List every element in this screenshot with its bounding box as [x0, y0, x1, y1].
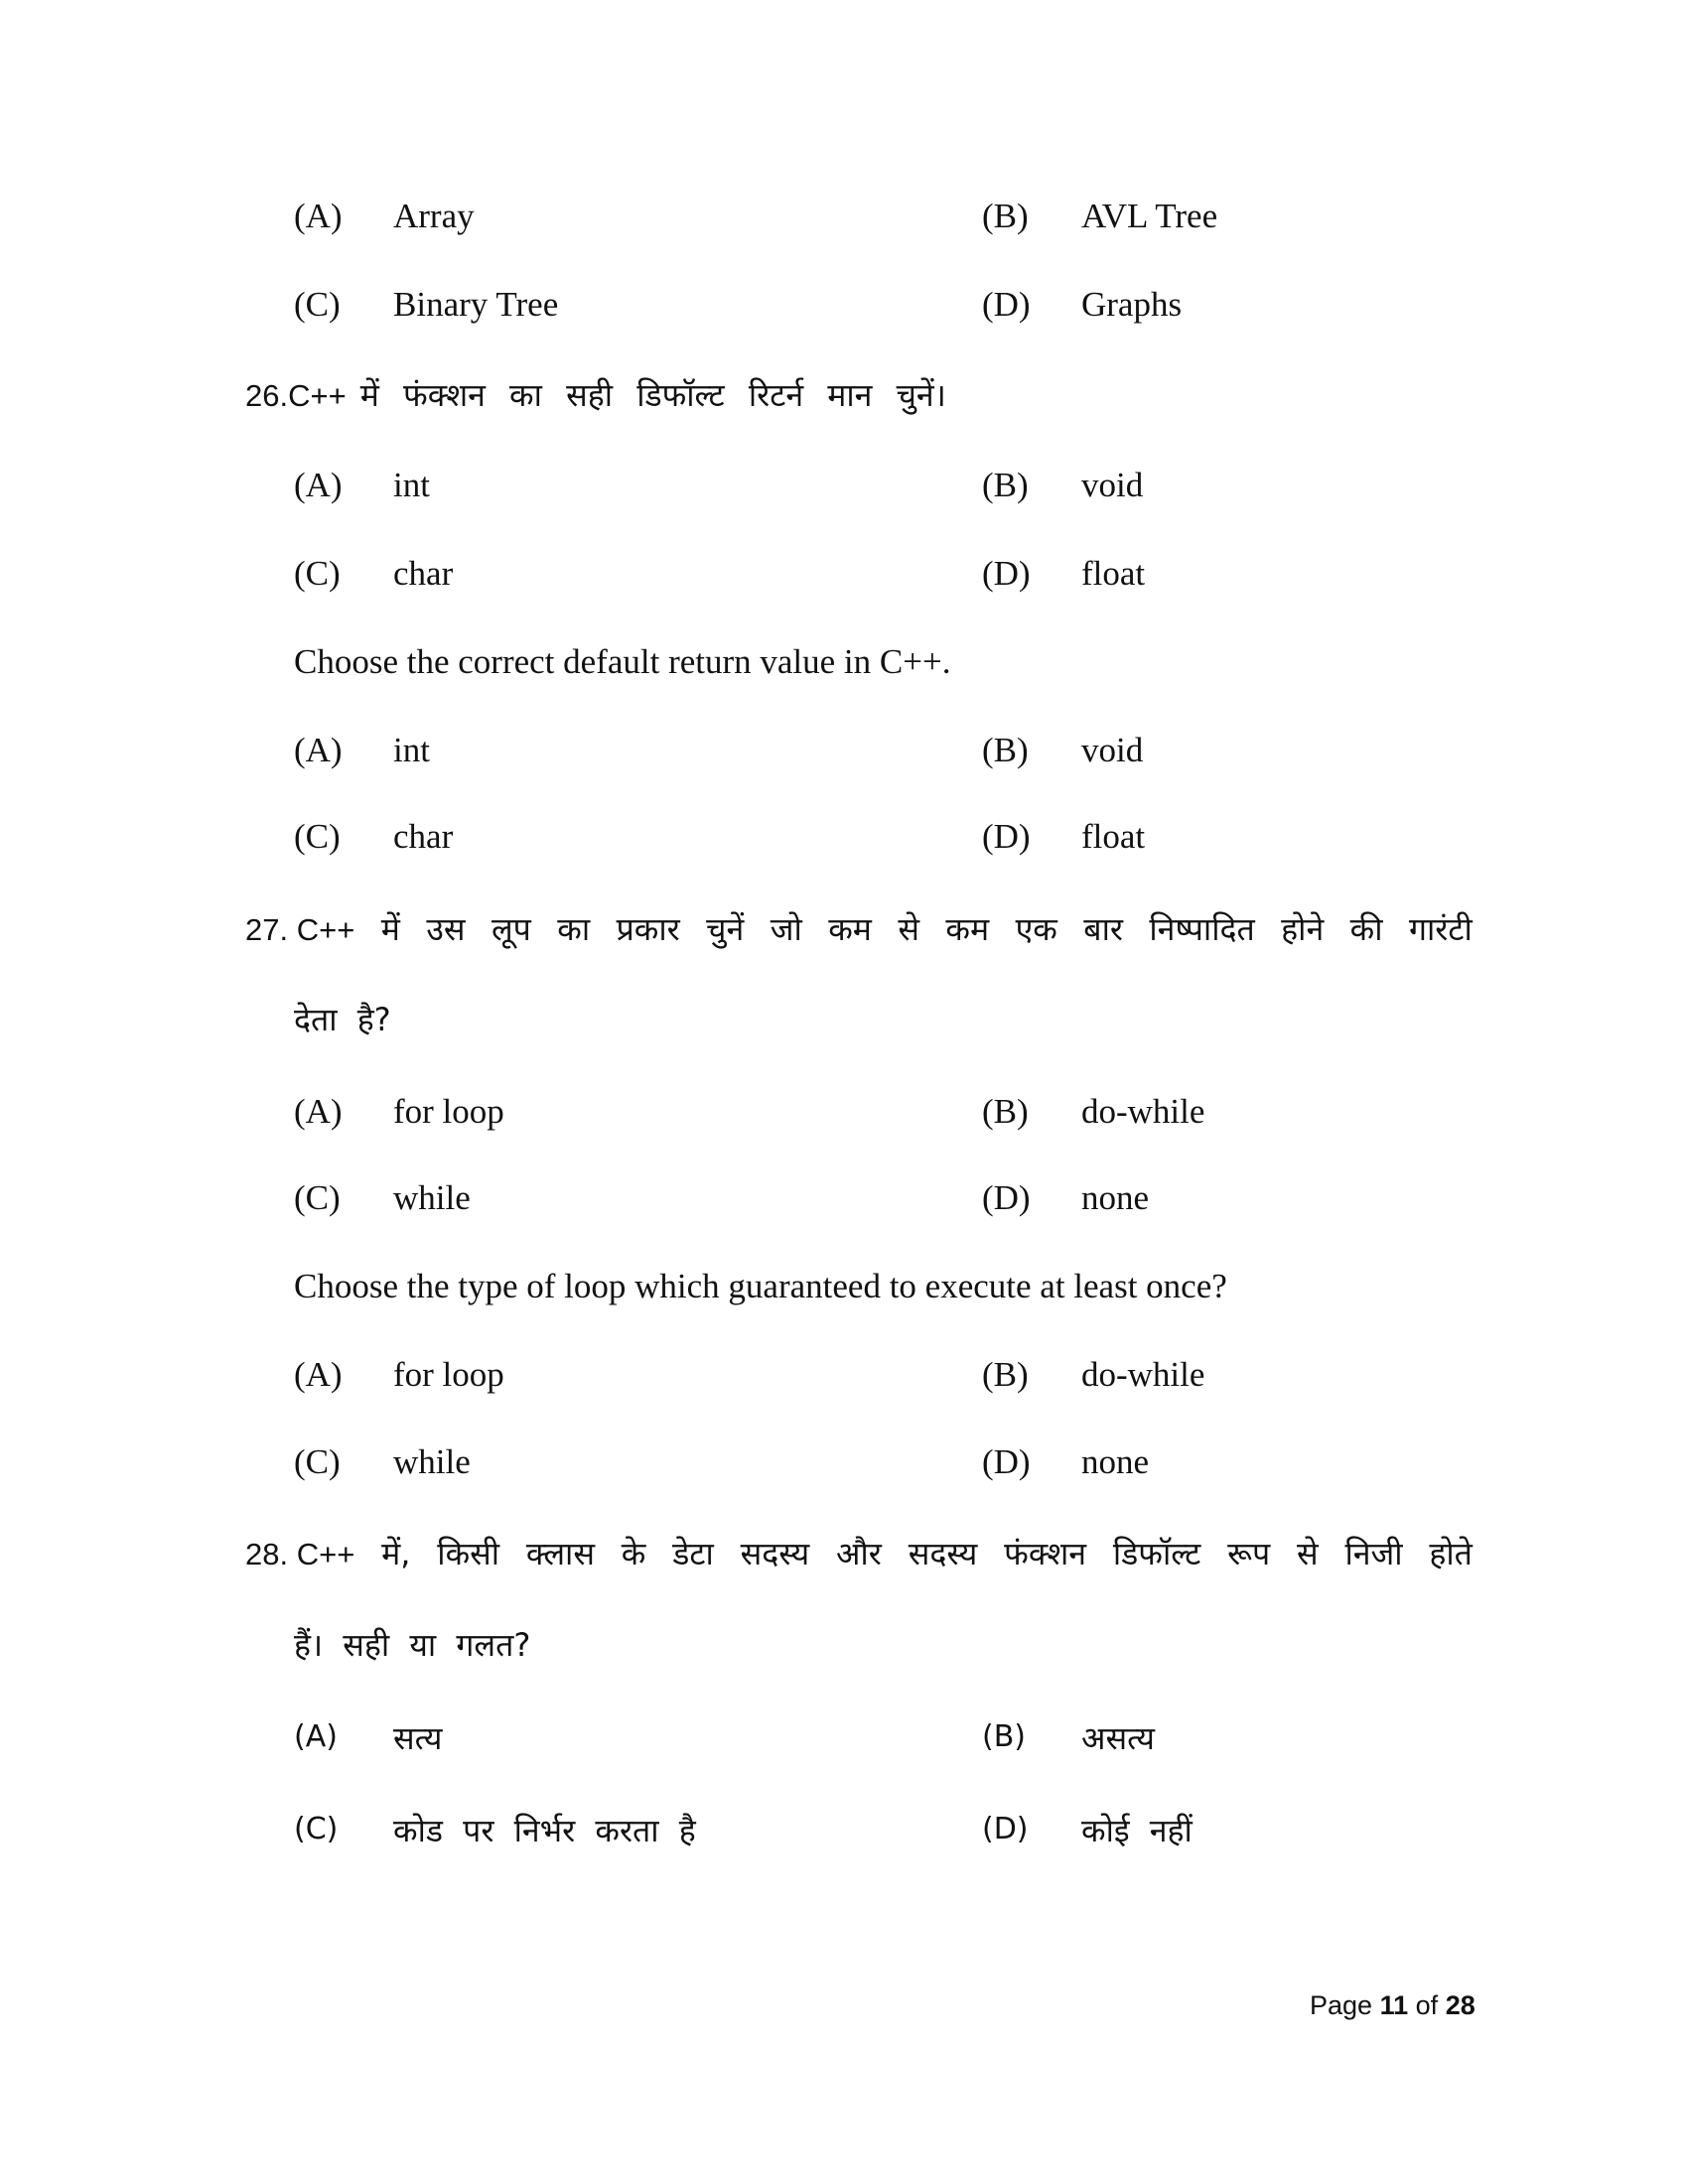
word: में, [381, 1535, 411, 1572]
word: निष्पादित [1149, 910, 1255, 948]
word: जो [770, 910, 802, 948]
q27-h-option-b-text: do-while [1081, 1092, 1205, 1131]
word: डिफॉल्ट [636, 376, 725, 414]
word: सही [566, 376, 614, 414]
word: से [1297, 1535, 1319, 1572]
q28-option-d-text: कोई नहीं [1081, 1812, 1193, 1849]
q27-h-option-a-letter: (A) [294, 1092, 343, 1131]
q26-h-option-d-letter: (D) [982, 554, 1031, 593]
word: और [836, 1535, 882, 1572]
word: किसी [437, 1535, 500, 1572]
q28-option-c-text: कोड पर निर्भर करता है [393, 1812, 696, 1849]
word: क्लास [525, 1535, 595, 1572]
word: गारंटी [1408, 910, 1473, 948]
q27-h-option-c-text: while [393, 1178, 471, 1217]
q25-option-c-text: Binary Tree [393, 285, 559, 324]
q26-e-option-b-text: void [1081, 731, 1144, 769]
q25-option-a-letter: (A) [294, 197, 343, 235]
q26-e-option-a-letter: (A) [294, 731, 343, 769]
word: उस [426, 910, 466, 948]
q28-option-a-text: सत्य [393, 1719, 443, 1757]
q27-h-option-b-letter: (B) [982, 1092, 1029, 1131]
q26-e-option-b-letter: (B) [982, 731, 1029, 769]
q26-e-option-d-letter: (D) [982, 817, 1031, 856]
q28-hindi-line2: हैं। सही या गलत? [294, 1626, 531, 1664]
word: होते [1429, 1535, 1473, 1572]
word: निजी [1344, 1535, 1403, 1572]
word: डेटा [672, 1535, 714, 1572]
q25-option-b-letter: (B) [982, 197, 1029, 235]
word: का [509, 376, 542, 414]
q27-e-option-d-letter: (D) [982, 1442, 1031, 1481]
q26-h-option-a-letter: (A) [294, 466, 343, 504]
word: चुनें [706, 910, 745, 948]
word: एक [1015, 910, 1057, 948]
word: की [1349, 910, 1383, 948]
word: कम [828, 910, 872, 948]
word: रूप [1227, 1535, 1271, 1572]
q28-number: 28. C++ [245, 1537, 355, 1571]
page-of-label: of [1415, 1990, 1439, 2020]
word: में [380, 910, 400, 948]
q25-option-d-letter: (D) [982, 285, 1031, 324]
word: में [359, 376, 379, 414]
word: प्रकार [616, 910, 680, 948]
q26-h-option-c-letter: (C) [294, 554, 341, 593]
word: मान [827, 376, 873, 414]
word: डिफॉल्ट [1112, 1535, 1201, 1572]
q27-e-option-c-letter: (C) [294, 1442, 341, 1481]
q26-h-option-c-text: char [393, 554, 454, 593]
word: रिटर्न [748, 376, 804, 414]
q27-e-option-c-text: while [393, 1442, 471, 1481]
word: बार [1083, 910, 1123, 948]
word: सदस्य [740, 1535, 810, 1572]
page-number [1310, 1990, 1476, 2021]
q27-e-option-a-letter: (A) [294, 1355, 343, 1394]
q26-number: 26.C++ [245, 378, 347, 413]
page-current: 11 [1379, 1990, 1409, 2020]
q28-hindi-line1 [245, 1532, 1473, 1574]
word: से [898, 910, 919, 948]
q27-e-option-b-text: do-while [1081, 1355, 1205, 1394]
q25-option-b-text: AVL Tree [1081, 197, 1218, 235]
q26-e-option-d-text: float [1081, 817, 1146, 856]
q27-h-option-d-letter: (D) [982, 1178, 1031, 1217]
q27-english-question: Choose the type of loop which guaranteed to execute at least once? [294, 1267, 1227, 1305]
q28-option-d-letter: (D) [982, 1812, 1029, 1846]
q26-h-option-b-letter: (B) [982, 466, 1029, 504]
word: सदस्य [908, 1535, 978, 1572]
q26-hindi-text [360, 373, 946, 416]
q27-e-option-a-text: for loop [393, 1355, 504, 1394]
word: फंक्शन [1004, 1535, 1087, 1572]
word: कम [945, 910, 990, 948]
q26-e-option-c-letter: (C) [294, 817, 341, 856]
q27-e-option-b-letter: (B) [982, 1355, 1029, 1394]
q26-h-option-d-text: float [1081, 554, 1146, 593]
word: होने [1281, 910, 1325, 948]
q27-hindi-line2: देता है? [294, 1001, 391, 1038]
word: चुनें। [896, 376, 946, 414]
q26-e-option-a-text: int [393, 731, 430, 769]
q25-option-d-text: Graphs [1081, 285, 1183, 324]
q26-hindi-question [245, 373, 946, 416]
word: का [557, 910, 591, 948]
q25-option-a-text: Array [393, 197, 475, 235]
q26-english-question: Choose the correct default return value in C++. [294, 642, 951, 681]
q25-option-c-letter: (C) [294, 285, 341, 324]
q28-option-b-text: असत्य [1081, 1719, 1155, 1757]
word: के [621, 1535, 646, 1572]
q28-option-a-letter: (A) [294, 1719, 338, 1754]
q26-e-option-c-text: char [393, 817, 454, 856]
page-label: Page [1310, 1990, 1373, 2020]
q26-h-option-b-text: void [1081, 466, 1144, 504]
q27-e-option-d-text: none [1081, 1442, 1150, 1481]
q26-h-option-a-text: int [393, 466, 430, 504]
q27-number: 27. C++ [245, 912, 355, 947]
q28-option-c-letter: (C) [294, 1812, 339, 1846]
page-total: 28 [1445, 1990, 1476, 2020]
word: फंक्शन [403, 376, 486, 414]
q27-hindi-line1 [245, 907, 1473, 950]
q27-h-option-d-text: none [1081, 1178, 1150, 1217]
q27-h-option-a-text: for loop [393, 1092, 504, 1131]
q28-option-b-letter: (B) [982, 1719, 1026, 1754]
q27-h-option-c-letter: (C) [294, 1178, 341, 1217]
word: लूप [491, 910, 531, 948]
